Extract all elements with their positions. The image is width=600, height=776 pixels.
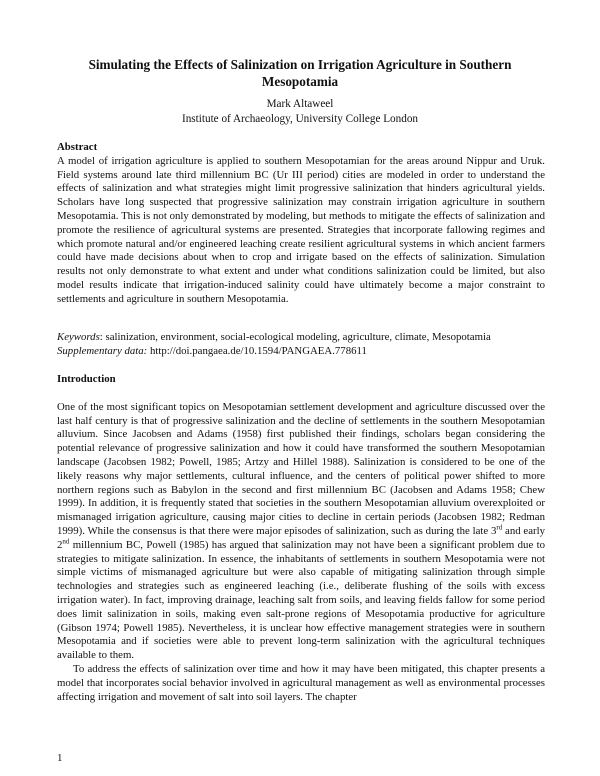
superscript-nd: nd	[62, 537, 70, 546]
intro-p1-part-c: millennium BC, Powell (1985) has argued that salinization may not have been a significant problem due to strategies to mitigate salinization. In essence, the inhabitants of settlements in southern Mesopotamia were not simple victims of mismanaged agriculture but were also capable of mitigating salinization through simple technologies and strategies such as engineered leaching (i.e., deliberate flushing of the soils with excess irrigation water). In fact, improving drainage, leaching salt from soils, and leaving fields fallow for some period does limit salinization in soils, making even salt-prone regions of Mesopotamia productive for agriculture (Gibson 1974; Powell 1985). Nevertheless, it is unclear how effective management strategies were in southern Mesopotamia and if societies were able to prevent long-term salinization with the agricultural techniques available to them.	[57, 538, 545, 662]
abstract-section	[57, 141, 545, 307]
abstract-text: A model of irrigation agriculture is applied to southern Mesopotamian for the areas around Nippur and Uruk. Field systems around late third millennium BC (Ur III period) cities are modeled in order to understand the effects of salinization and what strategies might limit progressive salinization that hinders agricultural yields. Scholars have long suspected that progressive salinization may constrain irrigation agriculture in southern Mesopotamia. This is not only demonstrated by modeling, but methods to mitigate the effects of salinization and promote the resilience of agricultural systems are presented. Strategies that incorporate fallowing regimes and which promote natural and/or engineered leaching create resilient agricultural systems in which ancient farmers could have made decisions about when to crop and irrigate based on the effects of salinization. Simulation results not only demonstrate to what extent and under what conditions salinization could be limited, but also model results indicate that irrigation-induced salinity could have ultimately become a major constraint to settlements and agriculture in southern Mesopotamia.	[57, 154, 545, 305]
author-block	[0, 97, 600, 127]
keywords-text: : salinization, environment, social-ecological modeling, agriculture, climate, Mesopotamia	[99, 331, 491, 343]
page-number: 1	[57, 752, 63, 764]
supplementary-link[interactable]: http://doi.pangaea.de/10.1594/PANGAEA.778611	[147, 344, 367, 357]
keywords-label: Keywords	[57, 331, 100, 343]
author-affiliation: Institute of Archaeology, University College London	[181, 113, 419, 125]
intro-paragraph-2: To address the effects of salinization over time and how it may have been mitigated, this chapter presents a model that incorporates social behavior involved in agricultural management as well as environmental processes affecting irrigation and movement of salt into soil layers. The chapter	[57, 662, 545, 703]
supplementary-line	[57, 345, 545, 359]
author-name: Mark Altaweel	[266, 98, 334, 110]
introduction-section	[57, 373, 545, 704]
abstract-heading: Abstract	[57, 141, 98, 153]
intro-paragraph-1	[57, 401, 545, 663]
intro-p1-part-b: and early 2	[57, 524, 545, 551]
paper-title: Simulating the Effects of Salinization on Irrigation Agriculture in Southern Mesopotamia	[88, 57, 512, 89]
metadata-section	[57, 331, 545, 359]
intro-p1-part-a: One of the most significant topics on Mesopotamian settlement development and agriculture discussed over the last half century is that of progressive salinization and the decline of settlements in the southern Mesopotamian alluvium. Since Jacobsen and Adams (1958) first published their findings, scholars began considering the potential relevance of progressive salinization and how it could have transformed the southern Mesopotamian landscape (Jacobsen 1982; Powell, 1985; Artzy and Hillel 1988). Salinization is considered to be one of the likely reasons why major settlements, cultural influence, and the centers of political power shifted to more northern regions such as Babylon in the second and first millennium BC (Jacobsen and Adams 1958; Chew 1999). In addition, it is frequently stated that societies in the southern Mesopotamian alluvium overexploited or mismanaged irrigation agriculture, causing major cities to decline in certain periods (Jacobsen 1982; Redman 1999). While the consensus is that there were major episodes of salinization, such as during the late 3	[57, 400, 545, 537]
keywords-line	[57, 331, 545, 345]
supplementary-label: Supplementary data:	[57, 344, 148, 357]
introduction-heading: Introduction	[57, 373, 116, 385]
superscript-rd: rd	[496, 523, 503, 532]
